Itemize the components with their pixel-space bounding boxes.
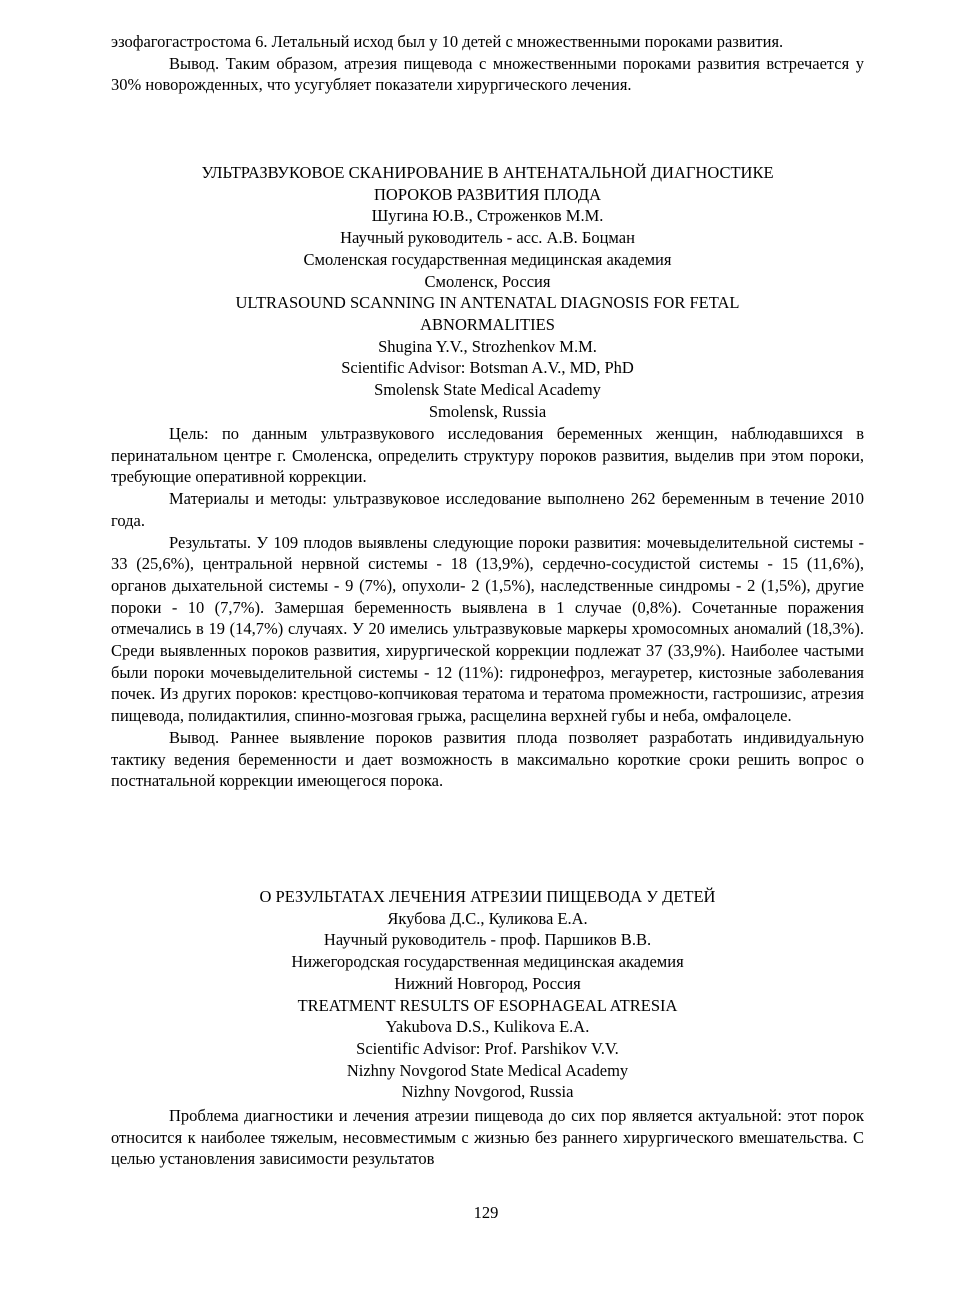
article-authors-ru: Шугина Ю.В., Строженков М.М.: [371, 206, 604, 226]
article2-city-en: Nizhny Novgorod, Russia: [401, 1082, 574, 1102]
article-city-ru: Смоленск, Россия: [424, 271, 551, 291]
article2-authors-en: Yakubova D.S., Kulikova E.A.: [385, 1017, 590, 1037]
article-ultrasound-header: [111, 162, 864, 422]
article-authors-en: Shugina Y.V., Strozhenkov M.M.: [378, 336, 597, 356]
article-methods-paragraph: Материалы и методы: ультразвуковое исследование выполнено 262 беременным в течение 2010 года.: [111, 489, 864, 530]
article-title-en-line2: ABNORMALITIES: [420, 314, 555, 334]
article-city-en: Smolensk, Russia: [428, 401, 547, 421]
article2-title-ru: О РЕЗУЛЬТАТАХ ЛЕЧЕНИЯ АТРЕЗИИ ПИЩЕВОДА У ДЕТЕЙ: [259, 887, 716, 906]
article-advisor-en: Scientific Advisor: Botsman A.V., MD, PhD: [341, 358, 634, 378]
article-conclusion-paragraph: Вывод. Раннее выявление пороков развития плода позволяет разработать индивидуальную тактику ведения беременности и дает возможность в максимально короткие сроки решить вопрос о постнатальной коррекции имеющегося порока.: [111, 727, 864, 791]
article-institution-en: Smolensk State Medical Academy: [374, 380, 601, 400]
article2-city-ru: Нижний Новгород, Россия: [394, 973, 581, 993]
article2-institution-ru: Нижегородская государственная медицинская академия: [291, 952, 684, 972]
previous-article-tail: эзофагогастростома 6. Летальный исход был у 10 детей с множественными пороками развития.: [111, 32, 784, 51]
article2-institution-en: Nizhny Novgorod State Medical Academy: [346, 1060, 629, 1080]
article-atresia-body: [111, 1105, 864, 1170]
article-title-ru-line1: УЛЬТРАЗВУКОВОЕ СКАНИРОВАНИЕ В АНТЕНАТАЛЬНОЙ ДИАГНОСТИКЕ: [201, 163, 774, 182]
article-ultrasound-body: [111, 423, 864, 792]
article2-advisor-en: Scientific Advisor: Prof. Parshikov V.V.: [356, 1038, 619, 1058]
article2-advisor-ru: Научный руководитель - проф. Паршиков В.В.: [323, 930, 652, 950]
article-atresia-header: [111, 886, 864, 1103]
article-institution-ru: Смоленская государственная медицинская академия: [303, 249, 672, 269]
previous-article-ending: [111, 31, 864, 96]
article-title-en-line1: ULTRASOUND SCANNING IN ANTENATAL DIAGNOSIS FOR FETAL: [235, 293, 740, 313]
previous-article-conclusion: Вывод. Таким образом, атрезия пищевода с множественными пороками развития встречается у 30% новорожденных, что усугубляет показатели хирургического лечения.: [111, 53, 864, 95]
article-title-ru-line2: ПОРОКОВ РАЗВИТИЯ ПЛОДА: [373, 184, 602, 204]
article2-title-en: TREATMENT RESULTS OF ESOPHAGEAL ATRESIA: [297, 995, 678, 1015]
article-advisor-ru: Научный руководитель - асс. А.В. Боцман: [340, 228, 635, 248]
page-number: 129: [473, 1203, 499, 1222]
article-aim-paragraph: Цель: по данным ультразвукового исследования беременных женщин, наблюдавшихся в перинатальном центре г. Смоленска, определить структуру пороков развития, выделив при этом пороки, требующие оперативной коррекции.: [111, 424, 864, 487]
article2-intro-paragraph: Проблема диагностики и лечения атрезии пищевода до сих пор является актуальной: этот порок относится к наиболее тяжелым, несовместимым с жизнью без раннего хирургического вмешательства. С целью установления зависимости результатов: [111, 1106, 864, 1169]
article2-authors-ru: Якубова Д.С., Куликова Е.А.: [387, 908, 588, 928]
article-results-paragraph: Результаты. У 109 плодов выявлены следующие пороки развития: мочевыделительной системы - 33 (25,6%), центральной нервной системы - 18 (13,9%), сердечно-сосудистой системы - 15 (11,6%), органов дыхательной системы - 9 (7%), опухоли- 2 (1,5%), наследственные синдромы - 2 (1,5%), другие пороки - 10 (7,7%). Замершая беременность выявлена в 1 случае (0,8%). Сочетанные поражения отмечались в 19 (14,7%) случаях. У 20 имелись ультразвуковые маркеры хромосомных аномалий (18,3%). Среди выявленных пороков развития, хирургической коррекции подлежат 37 (33,9%). Наиболее частыми были пороки мочевыделительной системы - 12 (11%): гидронефроз, мегауретер, кистозные заболевания почек. Из других пороков: крестцово-копчиковая тератома и тератома промежности, гастрошизис, атрезия пищевода, полидактилия, спинно-мозговая грыжа, расщелина верхней губы и неба, омфалоцеле.: [111, 532, 864, 726]
